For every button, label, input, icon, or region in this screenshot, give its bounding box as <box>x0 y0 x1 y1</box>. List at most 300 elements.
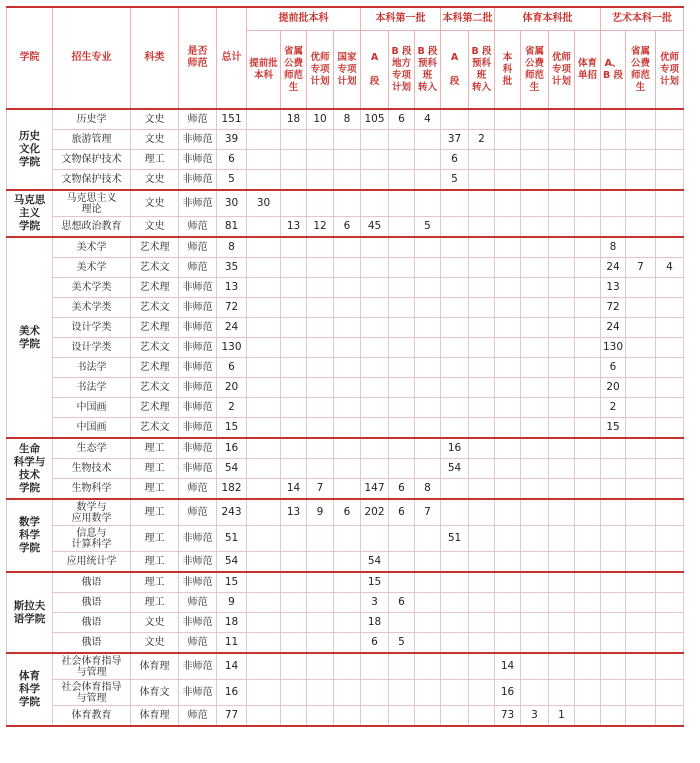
quota-cell <box>307 526 334 552</box>
quota-cell <box>469 170 495 191</box>
quota-cell <box>281 398 307 418</box>
quota-cell <box>415 237 441 258</box>
quota-cell <box>307 653 334 680</box>
quota-cell <box>601 552 626 573</box>
quota-cell: 13 <box>281 217 307 238</box>
college-name: 生命 科学与 技术 学院 <box>7 438 53 499</box>
quota-cell <box>656 572 684 593</box>
quota-cell <box>601 613 626 633</box>
quota-cell <box>334 552 361 573</box>
quota-cell <box>495 217 521 238</box>
total-cell: 18 <box>217 613 247 633</box>
quota-cell <box>575 398 601 418</box>
normal-flag-cell: 非师范 <box>179 318 217 338</box>
quota-cell <box>575 298 601 318</box>
major-name: 俄语 <box>53 593 131 613</box>
quota-cell <box>469 418 495 439</box>
quota-cell <box>469 318 495 338</box>
quota-cell <box>469 190 495 217</box>
quota-cell: 3 <box>361 593 389 613</box>
normal-flag-cell: 师范 <box>179 479 217 500</box>
header-subcolumn: 国家 专项 计划 <box>334 31 361 110</box>
header-subcolumn: 优师 专项 计划 <box>549 31 575 110</box>
quota-cell <box>415 572 441 593</box>
major-name: 美术学 <box>53 237 131 258</box>
category-cell: 体育理 <box>131 706 179 727</box>
quota-cell <box>521 298 549 318</box>
quota-cell <box>307 459 334 479</box>
quota-cell: 12 <box>307 217 334 238</box>
header-subcolumn: 省属 公费 师范 生 <box>626 31 656 110</box>
quota-cell: 13 <box>601 278 626 298</box>
normal-flag-cell: 非师范 <box>179 378 217 398</box>
table-row <box>7 572 700 593</box>
quota-cell <box>441 378 469 398</box>
quota-cell <box>495 398 521 418</box>
quota-cell: 14 <box>495 653 521 680</box>
quota-cell <box>281 278 307 298</box>
quota-cell <box>626 237 656 258</box>
normal-flag-cell: 非师范 <box>179 170 217 191</box>
normal-flag-cell: 非师范 <box>179 298 217 318</box>
college-name: 马克思 主义 学院 <box>7 190 53 237</box>
quota-cell <box>626 479 656 500</box>
quota-cell: 3 <box>521 706 549 727</box>
quota-cell <box>389 653 415 680</box>
category-cell: 理工 <box>131 552 179 573</box>
college-name: 体育 科学 学院 <box>7 653 53 726</box>
quota-cell <box>469 438 495 459</box>
quota-cell <box>575 109 601 130</box>
quota-cell <box>247 706 281 727</box>
quota-cell <box>469 552 495 573</box>
category-cell: 艺术文 <box>131 258 179 278</box>
quota-cell <box>575 358 601 378</box>
quota-cell <box>334 378 361 398</box>
quota-cell <box>307 418 334 439</box>
table-row <box>7 217 700 238</box>
quota-cell: 54 <box>361 552 389 573</box>
quota-cell <box>626 278 656 298</box>
normal-flag-cell: 师范 <box>179 217 217 238</box>
quota-cell <box>495 572 521 593</box>
quota-cell <box>656 633 684 654</box>
quota-cell <box>469 398 495 418</box>
quota-cell <box>656 479 684 500</box>
quota-cell <box>521 109 549 130</box>
quota-cell <box>415 633 441 654</box>
major-name: 生物科学 <box>53 479 131 500</box>
quota-cell <box>415 278 441 298</box>
quota-cell <box>389 438 415 459</box>
quota-cell: 15 <box>361 572 389 593</box>
quota-cell: 30 <box>247 190 281 217</box>
quota-cell <box>415 318 441 338</box>
quota-cell <box>656 130 684 150</box>
quota-cell <box>361 190 389 217</box>
quota-cell <box>281 572 307 593</box>
quota-cell <box>521 190 549 217</box>
quota-cell <box>307 150 334 170</box>
table-row <box>7 237 700 258</box>
quota-cell <box>247 418 281 439</box>
quota-cell <box>656 358 684 378</box>
quota-cell <box>307 258 334 278</box>
quota-cell <box>656 398 684 418</box>
quota-cell <box>469 150 495 170</box>
total-cell: 39 <box>217 130 247 150</box>
quota-cell <box>441 613 469 633</box>
quota-cell <box>521 318 549 338</box>
quota-cell <box>575 217 601 238</box>
quota-cell <box>415 552 441 573</box>
table-row <box>7 526 700 552</box>
quota-cell <box>334 680 361 706</box>
quota-cell <box>575 438 601 459</box>
quota-cell <box>495 237 521 258</box>
quota-cell <box>361 398 389 418</box>
quota-cell <box>281 258 307 278</box>
quota-cell: 24 <box>601 318 626 338</box>
quota-cell <box>469 258 495 278</box>
quota-cell <box>334 398 361 418</box>
quota-cell <box>441 552 469 573</box>
category-cell: 理工 <box>131 438 179 459</box>
quota-cell <box>361 150 389 170</box>
quota-cell <box>549 633 575 654</box>
quota-cell <box>389 237 415 258</box>
quota-cell <box>656 680 684 706</box>
table-row <box>7 338 700 358</box>
quota-cell <box>549 358 575 378</box>
quota-cell <box>521 552 549 573</box>
quota-cell <box>247 358 281 378</box>
quota-cell <box>626 613 656 633</box>
total-cell: 16 <box>217 680 247 706</box>
quota-cell <box>495 552 521 573</box>
quota-cell <box>495 438 521 459</box>
quota-cell <box>521 217 549 238</box>
quota-cell <box>549 278 575 298</box>
quota-cell: 6 <box>389 499 415 526</box>
quota-cell <box>495 298 521 318</box>
quota-cell <box>334 237 361 258</box>
college-name: 历史 文化 学院 <box>7 109 53 190</box>
quota-cell <box>307 298 334 318</box>
quota-cell <box>247 398 281 418</box>
quota-cell <box>601 706 626 727</box>
major-name: 社会体育指导 与管理 <box>53 653 131 680</box>
quota-cell <box>361 298 389 318</box>
quota-cell <box>601 150 626 170</box>
quota-cell <box>626 653 656 680</box>
quota-cell <box>656 217 684 238</box>
quota-cell <box>626 130 656 150</box>
quota-cell <box>307 170 334 191</box>
quota-cell <box>626 633 656 654</box>
quota-cell <box>495 459 521 479</box>
quota-cell <box>469 217 495 238</box>
quota-cell <box>626 680 656 706</box>
quota-cell <box>247 526 281 552</box>
quota-cell <box>656 438 684 459</box>
quota-cell <box>656 109 684 130</box>
quota-cell <box>247 653 281 680</box>
quota-cell <box>575 170 601 191</box>
quota-cell <box>361 318 389 338</box>
quota-cell: 15 <box>601 418 626 439</box>
quota-cell <box>415 170 441 191</box>
total-cell: 72 <box>217 298 247 318</box>
quota-cell <box>521 278 549 298</box>
header-subcolumn: A 段 <box>361 31 389 110</box>
category-cell: 理工 <box>131 593 179 613</box>
quota-cell <box>247 459 281 479</box>
total-cell: 15 <box>217 418 247 439</box>
quota-cell <box>361 278 389 298</box>
quota-cell <box>307 338 334 358</box>
quota-cell <box>601 438 626 459</box>
quota-cell <box>334 526 361 552</box>
quota-cell <box>626 358 656 378</box>
quota-cell: 147 <box>361 479 389 500</box>
quota-cell <box>247 552 281 573</box>
category-cell: 理工 <box>131 150 179 170</box>
table-row <box>7 653 700 680</box>
quota-cell: 5 <box>415 217 441 238</box>
category-cell: 理工 <box>131 499 179 526</box>
quota-cell <box>549 258 575 278</box>
quota-cell <box>626 298 656 318</box>
header-group: 艺术本科一批 <box>601 7 684 31</box>
category-cell: 艺术理 <box>131 278 179 298</box>
quota-cell <box>521 237 549 258</box>
quota-cell <box>469 706 495 727</box>
quota-cell <box>307 680 334 706</box>
major-name: 书法学 <box>53 378 131 398</box>
quota-cell <box>521 170 549 191</box>
table-row <box>7 318 700 338</box>
quota-cell <box>441 278 469 298</box>
major-name: 马克思主义 理论 <box>53 190 131 217</box>
quota-cell: 7 <box>626 258 656 278</box>
quota-cell <box>575 418 601 439</box>
normal-flag-cell: 非师范 <box>179 130 217 150</box>
quota-cell <box>415 398 441 418</box>
quota-cell <box>307 358 334 378</box>
quota-cell <box>656 526 684 552</box>
quota-cell: 202 <box>361 499 389 526</box>
quota-cell <box>247 278 281 298</box>
quota-cell <box>334 358 361 378</box>
category-cell: 理工 <box>131 479 179 500</box>
quota-cell <box>281 378 307 398</box>
quota-cell: 72 <box>601 298 626 318</box>
table-row <box>7 278 700 298</box>
quota-cell <box>307 613 334 633</box>
category-cell: 艺术文 <box>131 418 179 439</box>
quota-cell <box>415 298 441 318</box>
header-group: 本科第一批 <box>361 7 441 31</box>
normal-flag-cell: 非师范 <box>179 552 217 573</box>
quota-cell <box>334 318 361 338</box>
quota-cell <box>549 150 575 170</box>
quota-cell <box>334 572 361 593</box>
normal-flag-cell: 非师范 <box>179 653 217 680</box>
total-cell: 51 <box>217 526 247 552</box>
quota-cell <box>334 479 361 500</box>
quota-cell <box>575 378 601 398</box>
quota-cell <box>469 526 495 552</box>
quota-cell <box>247 680 281 706</box>
enrollment-table-container <box>6 6 694 727</box>
header-total: 总计 <box>217 7 247 109</box>
total-cell: 77 <box>217 706 247 727</box>
table-row <box>7 130 700 150</box>
quota-cell <box>441 398 469 418</box>
quota-cell <box>334 706 361 727</box>
category-cell: 艺术理 <box>131 237 179 258</box>
quota-cell <box>626 217 656 238</box>
quota-cell <box>549 109 575 130</box>
quota-cell <box>389 338 415 358</box>
quota-cell <box>549 378 575 398</box>
quota-cell <box>415 150 441 170</box>
major-name: 设计学类 <box>53 338 131 358</box>
quota-cell <box>247 572 281 593</box>
quota-cell <box>247 499 281 526</box>
quota-cell <box>495 278 521 298</box>
total-cell: 81 <box>217 217 247 238</box>
quota-cell <box>389 170 415 191</box>
quota-cell <box>601 593 626 613</box>
category-cell: 理工 <box>131 526 179 552</box>
quota-cell <box>495 190 521 217</box>
quota-cell <box>521 258 549 278</box>
quota-cell <box>389 398 415 418</box>
quota-cell <box>549 593 575 613</box>
quota-cell <box>656 318 684 338</box>
normal-flag-cell: 师范 <box>179 593 217 613</box>
quota-cell <box>601 680 626 706</box>
quota-cell: 6 <box>601 358 626 378</box>
quota-cell <box>601 633 626 654</box>
quota-cell <box>281 653 307 680</box>
quota-cell <box>441 298 469 318</box>
quota-cell <box>441 338 469 358</box>
major-name: 信息与 计算科学 <box>53 526 131 552</box>
quota-cell <box>656 170 684 191</box>
quota-cell <box>389 572 415 593</box>
header-subcolumn: 省属 公费 师范 生 <box>281 31 307 110</box>
quota-cell <box>575 552 601 573</box>
normal-flag-cell: 非师范 <box>179 526 217 552</box>
normal-flag-cell: 师范 <box>179 258 217 278</box>
quota-cell <box>281 613 307 633</box>
quota-cell <box>469 378 495 398</box>
category-cell: 艺术理 <box>131 318 179 338</box>
quota-cell <box>361 653 389 680</box>
quota-cell <box>601 190 626 217</box>
quota-cell <box>441 358 469 378</box>
table-row <box>7 378 700 398</box>
quota-cell <box>334 130 361 150</box>
quota-cell <box>549 418 575 439</box>
quota-cell <box>575 479 601 500</box>
quota-cell <box>601 170 626 191</box>
quota-cell: 5 <box>389 633 415 654</box>
table-body <box>7 109 700 726</box>
quota-cell <box>281 459 307 479</box>
quota-cell <box>575 526 601 552</box>
quota-cell <box>521 572 549 593</box>
enrollment-plan-table <box>6 6 700 727</box>
quota-cell <box>601 499 626 526</box>
quota-cell <box>247 258 281 278</box>
quota-cell <box>656 706 684 727</box>
quota-cell <box>415 593 441 613</box>
quota-cell <box>415 358 441 378</box>
major-name: 书法学 <box>53 358 131 378</box>
category-cell: 理工 <box>131 459 179 479</box>
quota-cell <box>626 170 656 191</box>
quota-cell <box>307 706 334 727</box>
quota-cell <box>281 150 307 170</box>
quota-cell: 6 <box>389 109 415 130</box>
header-group: 本科第二批 <box>441 7 495 31</box>
quota-cell <box>469 613 495 633</box>
quota-cell <box>247 217 281 238</box>
major-name: 社会体育指导 与管理 <box>53 680 131 706</box>
quota-cell <box>334 633 361 654</box>
quota-cell <box>656 298 684 318</box>
quota-cell: 73 <box>495 706 521 727</box>
quota-cell <box>441 217 469 238</box>
total-cell: 9 <box>217 593 247 613</box>
quota-cell <box>601 572 626 593</box>
header-subcolumn: 优师 专项 计划 <box>307 31 334 110</box>
quota-cell: 8 <box>334 109 361 130</box>
quota-cell <box>521 479 549 500</box>
category-cell: 文史 <box>131 190 179 217</box>
normal-flag-cell: 非师范 <box>179 358 217 378</box>
total-cell: 20 <box>217 378 247 398</box>
quota-cell <box>575 633 601 654</box>
quota-cell <box>521 499 549 526</box>
quota-cell <box>469 298 495 318</box>
quota-cell: 16 <box>495 680 521 706</box>
quota-cell <box>495 479 521 500</box>
quota-cell <box>656 237 684 258</box>
quota-cell <box>626 572 656 593</box>
quota-cell <box>626 318 656 338</box>
quota-cell <box>626 593 656 613</box>
normal-flag-cell: 非师范 <box>179 398 217 418</box>
quota-cell <box>247 378 281 398</box>
quota-cell <box>281 706 307 727</box>
quota-cell <box>361 459 389 479</box>
quota-cell <box>521 680 549 706</box>
quota-cell: 2 <box>469 130 495 150</box>
quota-cell <box>389 552 415 573</box>
major-name: 中国画 <box>53 418 131 439</box>
quota-cell <box>247 438 281 459</box>
quota-cell: 6 <box>334 499 361 526</box>
quota-cell <box>495 170 521 191</box>
quota-cell <box>575 706 601 727</box>
quota-cell <box>281 438 307 459</box>
quota-cell <box>389 318 415 338</box>
